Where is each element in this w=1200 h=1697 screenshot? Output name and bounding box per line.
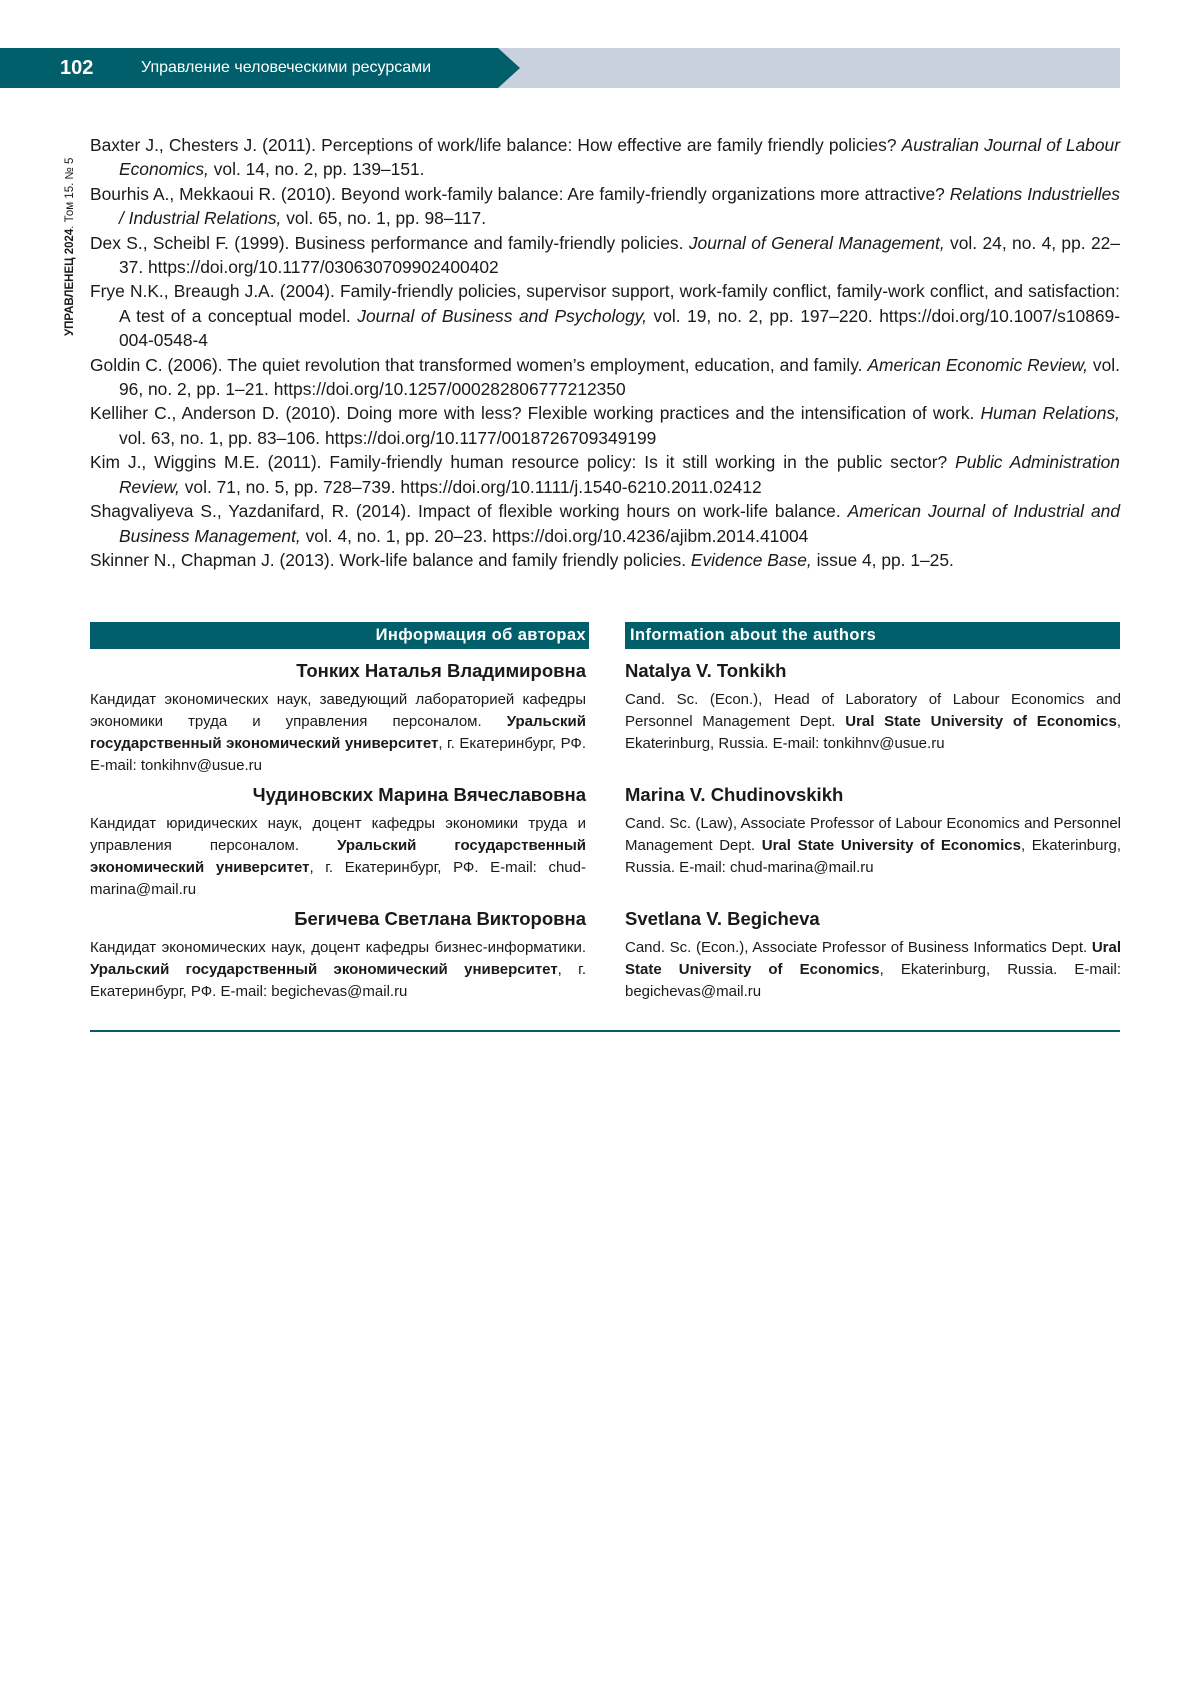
- author-name: Бегичева Светлана Викторовна: [294, 908, 586, 929]
- author-contact: , г. Екатеринбург, РФ. E-mail: begichevas@mail.ru: [90, 961, 586, 1000]
- author-contact: , Ekaterinburg, Russia. E-mail: begichevas@mail.ru: [625, 961, 1121, 1000]
- reference-text: Frye N.K., Breaugh J.A. (2004). Family-friendly policies, supervisor support, work-family conflict, family-work conflict, and satisfaction: A test of a conceptual model.: [90, 281, 1120, 326]
- author-name: Тонких Наталья Владимировна: [296, 660, 586, 681]
- authors-ru-title: Информация об авторах: [90, 622, 589, 649]
- author-card-ru: [90, 659, 586, 783]
- reference-source: Evidence Base,: [690, 549, 812, 570]
- author-affiliation: Ural State University of Economics: [761, 837, 1021, 854]
- author-contact: , Ekaterinburg, Russia. E-mail: chud-marina@mail.ru: [625, 837, 1121, 876]
- reference-text: Baxter J., Chesters J. (2011). Perceptions of work/life balance: How effective are family friendly policies?: [90, 135, 902, 155]
- reference-item: [90, 182, 1120, 231]
- journal-volume: . Том 15. № 5: [64, 157, 76, 229]
- author-affiliation: Ural State University of Economics: [625, 939, 1121, 978]
- author-card-en: [625, 907, 1121, 1003]
- reference-details: vol. 19, no. 2, pp. 197–220. https://doi.org/10.1007/s10869-004-0548-4: [119, 305, 1121, 351]
- author-contact: , Ekaterinburg, Russia. E-mail: tonkihnv@usue.ru: [625, 713, 1122, 752]
- reference-item: [90, 231, 1120, 280]
- journal-sidebar: [61, 66, 79, 336]
- authors-ru-column: [90, 659, 586, 1003]
- author-affiliation: Уральский государственный экономический университет: [90, 837, 586, 876]
- reference-details: vol. 24, no. 4, pp. 22–37. https://doi.org/10.1177/030630709902400402: [119, 232, 1120, 278]
- reference-item: [90, 450, 1120, 499]
- reference-source: Human Relations,: [980, 403, 1120, 424]
- reference-source: Relations Industrielles / Industrial Relations,: [119, 183, 1120, 229]
- reference-source: Journal of Business and Psychology,: [357, 305, 647, 326]
- author-affiliation: Уральский государственный экономический университет: [90, 961, 558, 978]
- author-card-ru: [90, 907, 586, 1003]
- author-bio: [90, 689, 586, 777]
- reference-item: [90, 353, 1120, 402]
- authors-header-bar: [90, 622, 1120, 649]
- reference-source: Australian Journal of Labour Economics,: [119, 135, 1120, 180]
- reference-item: [90, 279, 1120, 352]
- author-contact: , г. Екатеринбург, РФ. E-mail: tonkihnv@usue.ru: [90, 735, 586, 774]
- bottom-divider: [90, 1030, 1120, 1032]
- authors-en-title: Information about the authors: [625, 622, 1120, 649]
- journal-name: УПРАВЛЕНЕЦ 2024: [64, 228, 76, 336]
- authors-section: [90, 622, 1122, 1000]
- page-number: 102: [60, 57, 94, 79]
- reference-text: Shagvaliyeva S., Yazdanifard, R. (2014). Impact of flexible working hours on work-life balance.: [90, 501, 848, 522]
- author-affiliation: Ural State University of Economics: [845, 713, 1117, 730]
- author-affiliation: Уральский государственный экономический университет: [90, 713, 586, 752]
- reference-item: [90, 548, 1120, 572]
- reference-text: Kim J., Wiggins M.E. (2011). Family-friendly human resource policy: Is it still working in the public sector?: [90, 452, 956, 473]
- author-card-en: [625, 659, 1121, 783]
- author-bio-text: Кандидат экономических наук, заведующий лабораторией кафедры экономики труда и управления персоналом.: [90, 691, 586, 730]
- author-name: Marina V. Chudinovskikh: [625, 784, 844, 805]
- reference-details: vol. 96, no. 2, pp. 1–21. https://doi.org/10.1257/000282806777212350: [119, 354, 1120, 400]
- reference-text: Dex S., Scheibl F. (1999). Business performance and family-friendly policies.: [90, 232, 689, 253]
- reference-source: Public Administration Review,: [119, 452, 1120, 497]
- author-bio-text: Кандидат юридических наук, доцент кафедры экономики труда и управления персоналом.: [90, 815, 586, 854]
- author-bio: [90, 813, 586, 901]
- author-card-en: [625, 783, 1121, 907]
- reference-details: vol. 65, no. 1, pp. 98–117.: [281, 208, 487, 229]
- page-header: [0, 48, 1120, 88]
- reference-details: vol. 14, no. 2, pp. 139–151.: [208, 159, 425, 180]
- reference-text: Bourhis A., Mekkaoui R. (2010). Beyond work-family balance: Are family-friendly organizations more attractive?: [90, 183, 950, 204]
- author-bio: [90, 937, 586, 1003]
- reference-details: issue 4, pp. 1–25.: [811, 549, 954, 570]
- reference-source: American Journal of Industrial and Business Management,: [119, 501, 1120, 546]
- author-bio-text: Cand. Sc. (Econ.), Associate Professor of Business Informatics Dept.: [625, 939, 1092, 956]
- author-bio-text: Cand. Sc. (Law), Associate Professor of Labour Economics and Personnel Management Dept.: [625, 815, 1121, 854]
- author-bio: [625, 937, 1121, 1003]
- reference-source: Journal of General Management,: [688, 232, 945, 253]
- authors-en-column: [625, 659, 1121, 1003]
- author-bio: [625, 813, 1121, 879]
- reference-source: American Economic Review,: [867, 354, 1088, 375]
- author-card-ru: [90, 783, 586, 907]
- author-contact: , г. Екатеринбург, РФ. E-mail: chud-marina@mail.ru: [90, 859, 586, 898]
- author-bio-text: Кандидат экономических наук, доцент кафедры бизнес-информатики.: [90, 939, 586, 956]
- reference-text: Skinner N., Chapman J. (2013). Work-life balance and family friendly policies.: [90, 549, 691, 570]
- section-title: Управление человеческими ресурсами: [141, 59, 432, 76]
- reference-details: vol. 71, no. 5, pp. 728–739. https://doi.org/10.1111/j.1540-6210.2011.02412: [179, 476, 762, 497]
- reference-details: vol. 4, no. 1, pp. 20–23. https://doi.org/10.4236/ajibm.2014.41004: [300, 525, 809, 546]
- reference-list: [90, 133, 1120, 572]
- reference-item: [90, 401, 1120, 450]
- author-name: Чудиновских Марина Вячеславовна: [252, 784, 586, 805]
- author-bio: [625, 689, 1121, 755]
- author-name: Svetlana V. Begicheva: [625, 908, 820, 929]
- reference-text: Kelliher C., Anderson D. (2010). Doing more with less? Flexible working practices and the intensification of work.: [90, 403, 981, 424]
- author-name: Natalya V. Tonkikh: [625, 660, 787, 681]
- reference-item: [90, 133, 1120, 182]
- reference-details: vol. 63, no. 1, pp. 83–106. https://doi.org/10.1177/0018726709349199: [119, 427, 657, 448]
- reference-item: [90, 499, 1120, 548]
- author-bio-text: Cand. Sc. (Econ.), Head of Laboratory of Labour Economics and Personnel Management Dept.: [625, 691, 1121, 730]
- reference-text: Goldin C. (2006). The quiet revolution that transformed women’s employment, education, and family.: [90, 354, 868, 375]
